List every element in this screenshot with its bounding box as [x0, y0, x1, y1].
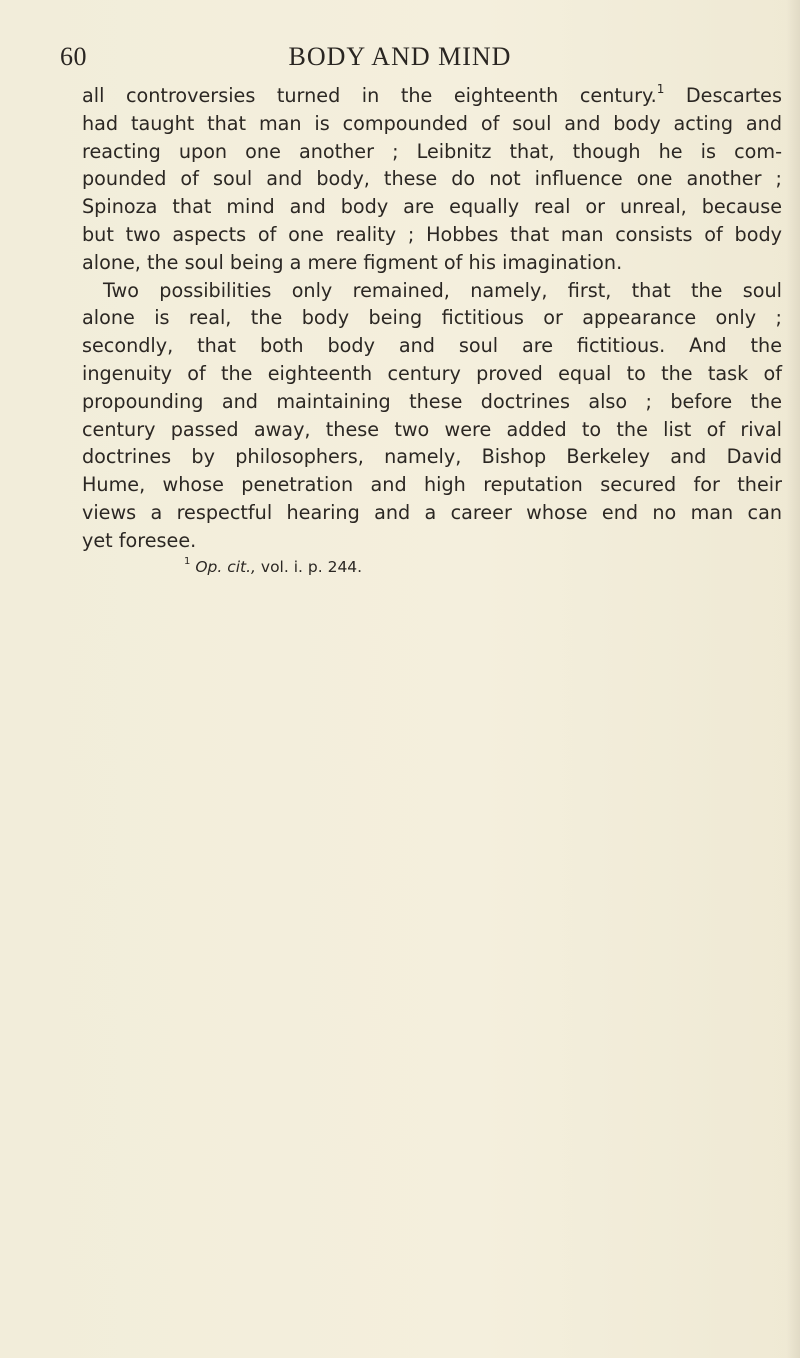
- text-line: propounding and maintaining these doctrines also ; before the: [82, 389, 782, 413]
- text-line: doctrines by philosophers, namely, Bishop Berkeley and David: [82, 445, 782, 469]
- footnote-marker: 1: [184, 555, 191, 567]
- text-line: [82, 82, 782, 110]
- text-line: yet foresee.: [82, 528, 197, 552]
- running-title: BODY AND MIND: [288, 42, 512, 71]
- footnote-reference: 1: [656, 81, 665, 96]
- text-line: alone, the soul being a mere figment of his imagination.: [82, 250, 623, 274]
- body-text: [82, 82, 782, 555]
- page-edge-shadow: [786, 0, 800, 1358]
- footnote-citation: vol. i. p. 244.: [260, 558, 363, 576]
- text-line: had taught that man is compounded of soul and body acting and: [82, 111, 782, 135]
- paragraph: [82, 82, 782, 277]
- text-line: Hume, whose penetration and high reputation secured for their: [82, 473, 782, 497]
- text-line: secondly, that both body and soul are fictitious. And the: [82, 334, 782, 358]
- text-line: but two aspects of one reality ; Hobbes that man consists of body: [82, 222, 782, 246]
- footnote-citation-italic: Op. cit.,: [195, 558, 256, 576]
- text-line: alone is real, the body being fictitious or appearance only ;: [82, 306, 782, 330]
- page-header: [0, 38, 800, 78]
- footnote: [184, 555, 363, 576]
- text-line: reacting upon one another ; Leibnitz that, though he is com-: [82, 139, 782, 163]
- page-number: 60: [60, 42, 87, 71]
- text-line: Two possibilities only remained, namely, first, that the soul: [103, 278, 782, 302]
- text-line: Spinoza that mind and body are equally real or unreal, because: [82, 195, 782, 219]
- text-line-content: Descartes: [685, 84, 782, 107]
- text-line-content: all controversies turned in the eighteenth century.: [82, 84, 657, 107]
- text-line: century passed away, these two were added to the list of rival: [82, 417, 782, 441]
- text-line: views a respectful hearing and a career whose end no man can: [82, 500, 782, 524]
- paragraph: [82, 277, 782, 555]
- text-line: ingenuity of the eighteenth century proved equal to the task of: [82, 361, 782, 385]
- text-line: pounded of soul and body, these do not influence one another ;: [82, 167, 782, 191]
